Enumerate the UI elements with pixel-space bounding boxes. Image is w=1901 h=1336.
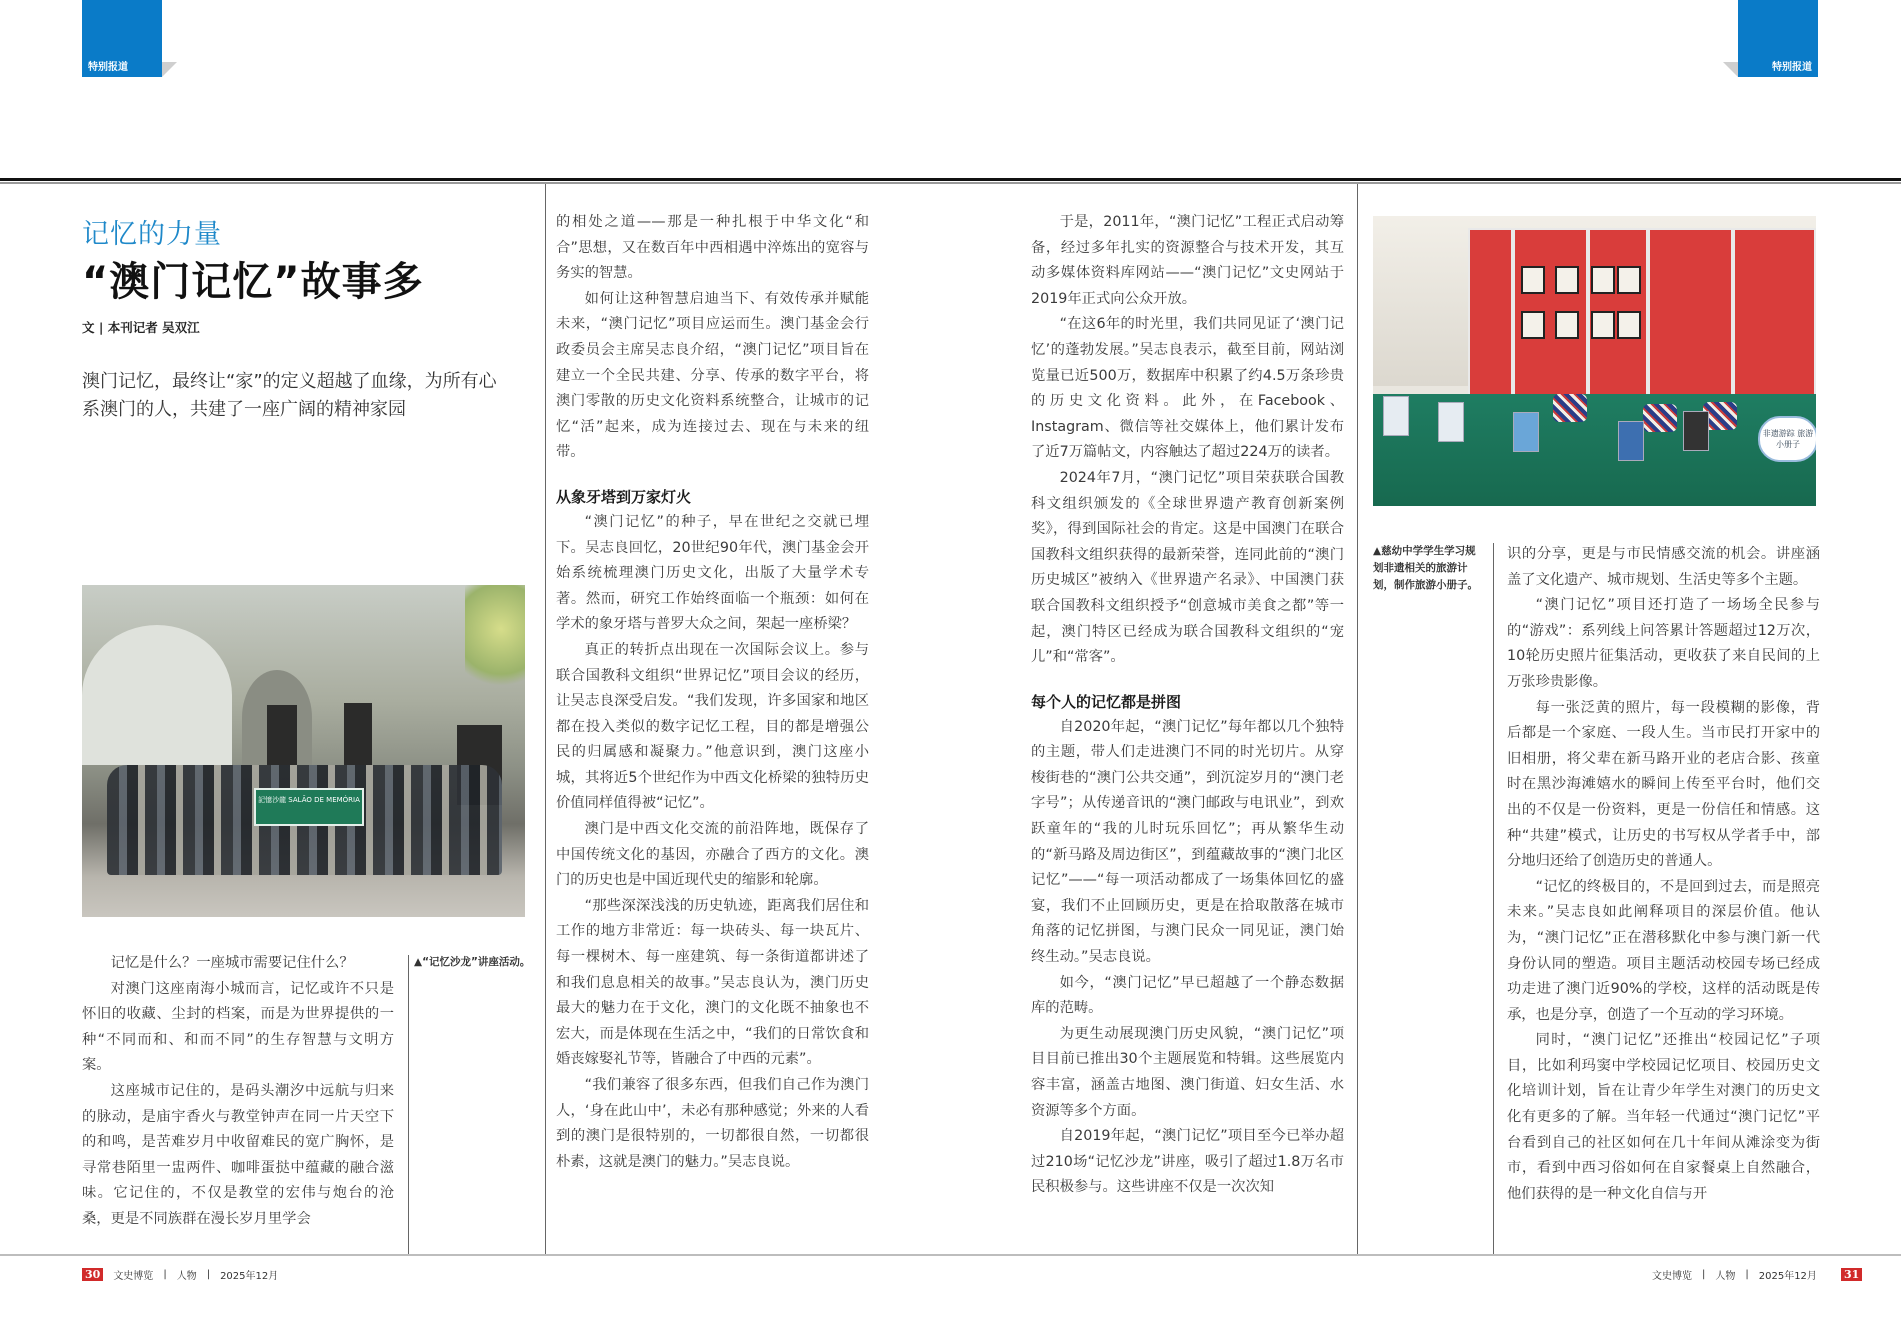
paragraph: “记忆的终极目的，不是回到过去，而是照亮未来。”吴志良如此阐释项目的深层价值。他认为，“澳门记忆”正在潜移默化中参与澳门新一代身份认同的塑造。项目主题活动校园专场已经成功走进了澳门近90%的学校，这样的活动既是传承，也是分享，创造了一个互动的学习环境。 bbox=[1507, 878, 1820, 1023]
photo-banner: 記憶沙龍 SALÃO DE MEMÓRIA bbox=[254, 788, 364, 826]
artwork-frame bbox=[1591, 266, 1615, 294]
header-rule-secondary bbox=[0, 182, 1901, 184]
paragraph: 记忆是什么？一座城市需要记住什么？ bbox=[110, 955, 354, 971]
publication-name: 文史博览 bbox=[113, 1271, 154, 1282]
artwork-frame bbox=[1521, 311, 1545, 339]
header-rule bbox=[0, 178, 1901, 181]
artwork-frame bbox=[1617, 311, 1641, 339]
body-column-3 bbox=[1031, 210, 1344, 1201]
photo-brochure bbox=[1683, 411, 1709, 451]
footer-separator: | bbox=[206, 1269, 211, 1280]
paragraph: “那些深深浅浅的历史轨迹，距离我们居住和工作的地方非常近：每一块砖头、每一块瓦片、每一棵树木、每一座建筑、每一条街道都讲述了和我们息息相关的故事。”吴志良认为，澳门历史最大的魅力在于文化，澳门的文化既不抽象也不宏大，而是体现在生活之中，“我们的日常饮食和婚丧嫁娶礼节等，皆融合了中西的元素”。 bbox=[556, 897, 869, 1068]
page-number: 31 bbox=[1841, 1268, 1862, 1281]
footer-separator: | bbox=[1745, 1269, 1749, 1280]
section-tag-label: 特别报道 bbox=[1772, 62, 1812, 73]
column-divider bbox=[545, 184, 546, 1254]
column-divider bbox=[1357, 184, 1358, 1254]
caption-divider bbox=[408, 955, 409, 1255]
paragraph: 真正的转折点出现在一次国际会议上。参与联合国教科文组织“世界记忆”项目会议的经历，让吴志良深受启发。“我们发现，许多国家和地区都在投入类似的数字记忆工程，目的都是增强公民的归属感和凝聚力。”他意识到，澳门这座小城，其将近5个世纪作为中西文化桥梁的独特历史价值同样值得被“记忆”。 bbox=[556, 641, 869, 812]
photo-tree bbox=[465, 585, 525, 695]
footer-rule bbox=[0, 1254, 1901, 1256]
paragraph: 如何让这种智慧启迪当下、有效传承并赋能未来，“澳门记忆”项目应运而生。澳门基金会行政委员会主席吴志良介绍，“澳门记忆”项目旨在建立一个全民共建、分享、传承的数字平台，将澳门零散的历史文化资料系统整合，让城市的记忆“活”起来，成为连接过去、现在与未来的纽带。 bbox=[556, 290, 869, 461]
paragraph: 每一张泛黄的照片，每一段模糊的影像，背后都是一个家庭、一段人生。当市民打开家中的旧相册，将父辈在新马路开业的老店合影、孩童时在黑沙海滩嬉水的瞬间上传至平台时，他们交出的不仅是一份资料，更是一份信任和情感。这种“共建”模式，让历史的书写权从学者手中，部分地归还给了创造历史的普通人。 bbox=[1507, 699, 1820, 870]
footer-right bbox=[1652, 1267, 1862, 1282]
paragraph: “澳门记忆”项目还打造了一场场全民参与的“游戏”：系列线上问答累计答题超过12万次，10轮历史照片征集活动，更收获了来自民间的上万张珍贵影像。 bbox=[1507, 597, 1820, 690]
footer-separator: | bbox=[163, 1269, 167, 1280]
photo-door bbox=[267, 705, 297, 765]
artwork-frame bbox=[1555, 311, 1579, 339]
photo-cylinder bbox=[1643, 404, 1677, 432]
article-dek: 澳门记忆，最终让“家”的定义超越了血缘，为所有心系澳门的人，共建了一座广阔的精神家园 bbox=[82, 371, 497, 420]
paragraph: 这座城市记住的，是码头潮汐中远航与归来的脉动，是庙宇香火与教堂钟声在同一片天空下的和鸣，是苦难岁月中收留难民的宽广胸怀，是寻常巷陌里一盅两件、咖啡蛋挞中蕴藏的融合滋味。它记住的，不仅是教堂的宏伟与炮台的沧桑，更是不同族群在漫长岁月里学会 bbox=[82, 1082, 394, 1227]
paragraph: 2024年7月，“澳门记忆”项目荣获联合国教科文组织颁发的《全球世界遗产教育创新案例奖》，得到国际社会的肯定。这是中国澳门在联合国教科文组织获得的最新荣誉，连同此前的“澳门历史城区”被纳入《世界遗产名录》、中国澳门获联合国教科文组织授予“创意城市美食之都”等一起，澳门特区已经成为联合国教科文组织的“宠儿”和“常客”。 bbox=[1031, 469, 1344, 666]
paragraph-continuation: 的相处之道——那是一种扎根于中华文化“和合”思想，又在数百年中西相遇中淬炼出的宽容与务实的智慧。 bbox=[556, 214, 869, 282]
issue-date: 2025年12月 bbox=[1758, 1271, 1817, 1282]
footer-left bbox=[82, 1267, 278, 1282]
paragraph: “我们兼容了很多东西，但我们自己作为澳门人，‘身在此山中’，未必有那种感觉；外来的人看到的澳门是很特别的，一切都很自然，一切都很朴素，这就是澳门的魅力。”吴志良说。 bbox=[556, 1077, 869, 1170]
body-column-4 bbox=[1507, 542, 1820, 1207]
artwork-frame bbox=[1591, 311, 1615, 339]
paragraph-continuation: 识的分享，更是与市民情感交流的机会。讲座涵盖了文化遗产、城市规划、生活史等多个主题。 bbox=[1507, 546, 1820, 588]
paragraph: “在这6年的时光里，我们共同见证了‘澳门记忆’的蓬勃发展。”吴志良表示，截至目前，网站浏览量已近500万，数据库中积累了约4.5万条珍贵的历史文化资料。此外，在Facebook、Instagram、微信等社交媒体上，他们累计发布了近7万篇帖文，内容触达了超过224万的读者。 bbox=[1031, 316, 1344, 461]
photo-arch bbox=[82, 625, 232, 765]
photo-brochure bbox=[1438, 402, 1464, 442]
photo-door bbox=[344, 703, 372, 765]
body-column-2 bbox=[556, 210, 869, 1175]
exhibit-panel bbox=[1733, 228, 1816, 396]
photo-caption: ▲“记忆沙龙”讲座活动。 bbox=[414, 956, 531, 968]
photo-brochure bbox=[1513, 412, 1539, 452]
footer-separator: | bbox=[1702, 1269, 1706, 1280]
article-kicker: 记忆的力量 bbox=[82, 219, 222, 250]
body-column-1 bbox=[82, 951, 394, 1233]
exhibit-panel bbox=[1468, 228, 1513, 396]
photo-brochure bbox=[1618, 421, 1644, 461]
caption-divider bbox=[1493, 543, 1494, 1255]
article-title: “澳门记忆”故事多 bbox=[82, 259, 424, 305]
section-tag-left bbox=[82, 0, 162, 77]
photo-sign: 非遗游踪 旅游小册子 bbox=[1758, 416, 1816, 462]
page-number: 30 bbox=[82, 1268, 103, 1281]
issue-date: 2025年12月 bbox=[220, 1271, 279, 1282]
tab-fold-decoration bbox=[162, 62, 177, 77]
paragraph: “澳门记忆”的种子，早在世纪之交就已埋下。吴志良回忆，20世纪90年代，澳门基金会开始系统梳理澳门历史文化，出版了大量学术专著。然而，研究工作始终面临一个瓶颈：如何在学术的象牙塔与普罗大众之间，架起一座桥梁？ bbox=[556, 513, 869, 633]
section-subhead: 从象牙塔到万家灯火 bbox=[556, 487, 692, 506]
section-tag-right bbox=[1738, 0, 1818, 77]
photo-caption: ▲慈幼中学学生学习规划非遗相关的旅游计划，制作旅游小册子。 bbox=[1373, 545, 1478, 591]
school-exhibition-photo bbox=[1373, 216, 1816, 506]
photo-cylinder bbox=[1553, 394, 1587, 422]
paragraph: 对澳门这座南海小城而言，记忆或许不只是怀旧的收藏、尘封的档案，而是为世界提供的一种“不同而和、和而不同”的生存智慧与文明方案。 bbox=[82, 980, 394, 1074]
artwork-frame bbox=[1521, 266, 1545, 294]
paragraph: 为更生动展现澳门历史风貌，“澳门记忆”项目目前已推出30个主题展览和特辑。这些展览内容丰富，涵盖古地图、澳门街道、妇女生活、水资源等多个方面。 bbox=[1031, 1025, 1344, 1119]
artwork-frame bbox=[1617, 266, 1641, 294]
section-subhead: 每个人的记忆都是拼图 bbox=[1031, 692, 1182, 711]
tab-fold-decoration bbox=[1723, 62, 1738, 77]
paragraph: 于是，2011年，“澳门记忆”工程正式启动筹备，经过多年扎实的资源整合与技术开发，其互动多媒体资料库网站——“澳门记忆”文史网站于2019年正式向公众开放。 bbox=[1031, 214, 1344, 307]
paragraph: 自2020年起，“澳门记忆”每年都以几个独特的主题，带人们走进澳门不同的时光切片。从穿梭街巷的“澳门公共交通”，到沉淀岁月的“澳门老字号”；从传递音讯的“澳门邮政与电讯业”，到欢跃童年的“我的儿时玩乐回忆”；再从繁华生动的“新马路及周边街区”，到蕴藏故事的“澳门北区记忆”——“每一项活动都成了一场集体回忆的盛宴，我们不止回顾历史，更是在拾取散落在城市角落的记忆拼图，与澳门民众一同见证，澳门始终生动。”吴志良说。 bbox=[1031, 718, 1344, 966]
exhibit-panel bbox=[1648, 228, 1733, 396]
paragraph: 同时，“澳门记忆”还推出“校园记忆”子项目，比如利玛窦中学校园记忆项目、校园历史文化培训计划，旨在让青少年学生对澳门的历史文化有更多的了解。当年轻一代通过“澳门记忆”平台看到自己的社区如何在几十年间从滩涂变为街市，看到中西习俗如何在自家餐桌上自然融合，他们获得的是一种文化自信与开 bbox=[1507, 1032, 1820, 1202]
artwork-frame bbox=[1555, 266, 1579, 294]
memory-salon-group-photo bbox=[82, 585, 525, 917]
section-tag-label: 特别报道 bbox=[88, 62, 128, 73]
photo-brochure bbox=[1383, 396, 1409, 436]
paragraph: 如今，“澳门记忆”早已超越了一个静态数据库的范畴。 bbox=[1031, 974, 1344, 1017]
byline: 文 | 本刊记者 吴双江 bbox=[82, 320, 200, 335]
section-name: 人物 bbox=[1715, 1271, 1736, 1282]
paragraph: 澳门是中西文化交流的前沿阵地，既保存了中国传统文化的基因，亦融合了西方的文化。澳门的历史也是中国近现代史的缩影和轮廓。 bbox=[556, 821, 869, 889]
paragraph: 自2019年起，“澳门记忆”项目至今已举办超过210场“记忆沙龙”讲座，吸引了超过1.8万名市民积极参与。这些讲座不仅是一次次知 bbox=[1031, 1128, 1344, 1196]
section-name: 人物 bbox=[176, 1271, 197, 1282]
publication-name: 文史博览 bbox=[1652, 1271, 1692, 1282]
